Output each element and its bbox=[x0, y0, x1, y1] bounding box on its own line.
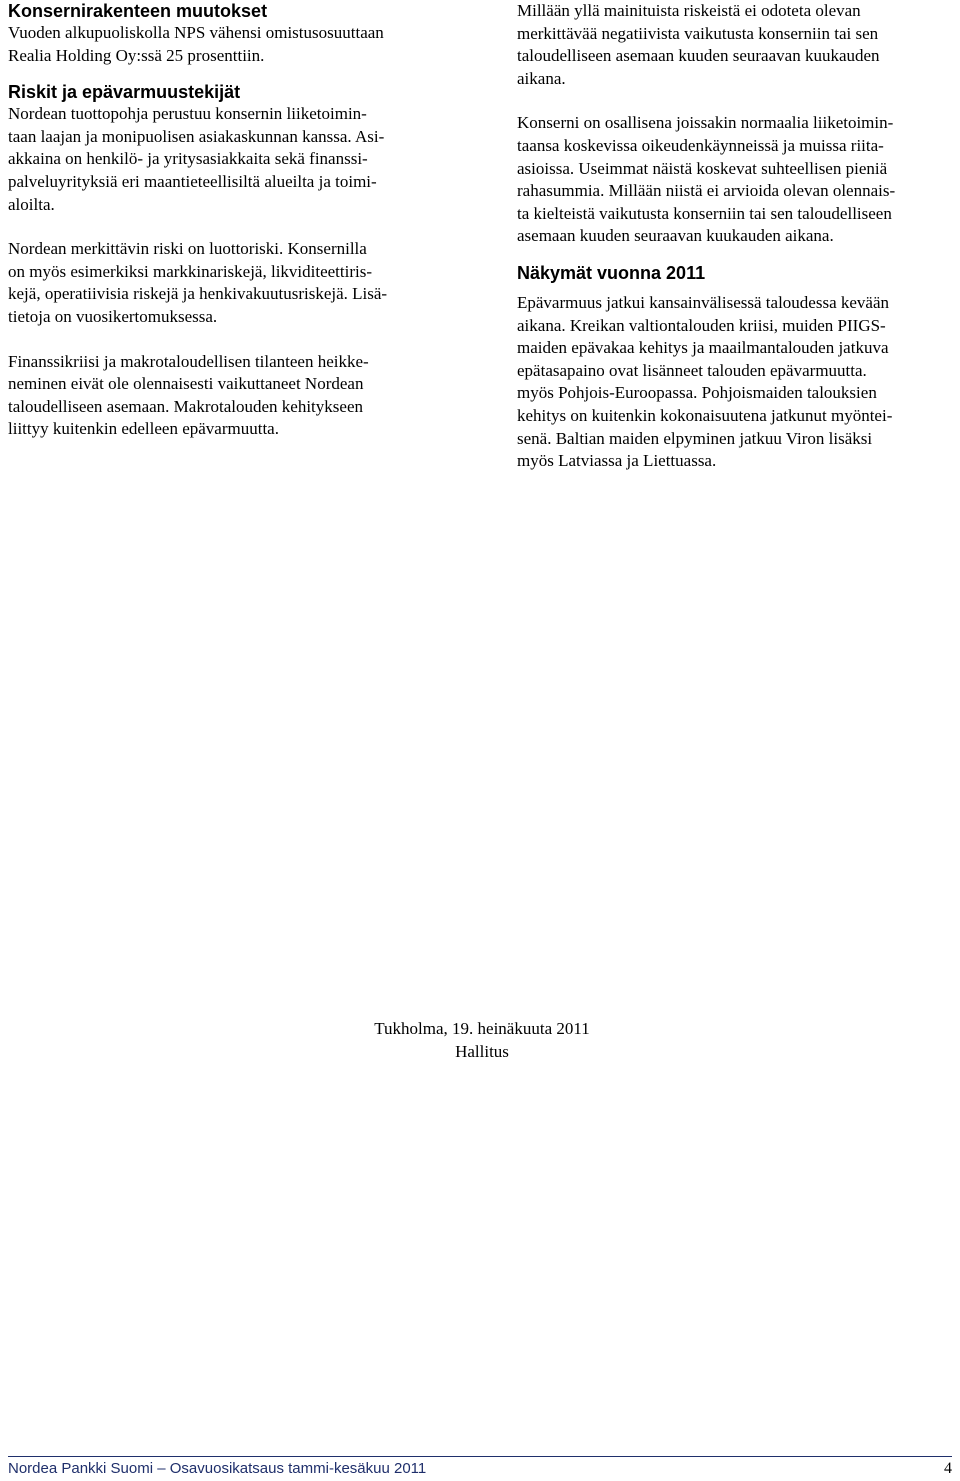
text-line: epätasapaino ovat lisänneet talouden epävarmuutta. bbox=[517, 360, 867, 380]
heading-group-structure: Konsernirakenteen muutokset bbox=[8, 1, 268, 21]
text-line: Realia Holding Oy:ssä 25 prosenttiin. bbox=[8, 45, 265, 65]
paragraph-credit-risk bbox=[8, 238, 448, 328]
text-line: myös Pohjois-Euroopassa. Pohjoismaiden talouksien bbox=[517, 383, 877, 403]
text-line: ta kielteistä vaikutusta konserniin tai sen taloudelliseen bbox=[517, 203, 892, 223]
footer-title: Nordea Pankki Suomi – Osavuosikatsaus tammi-kesäkuu 2011 bbox=[8, 1460, 427, 1477]
text-line: taan laajan ja monipuolisen asiakaskunnan kanssa. Asi- bbox=[8, 126, 385, 146]
paragraph-income-base bbox=[8, 103, 448, 216]
text-line: akkaina on henkilö- ja yritysasiakkaita sekä finanssi- bbox=[8, 149, 368, 169]
text-line: kejä, operatiivisia riskejä ja henkivakuutusriskejä. Lisä- bbox=[8, 284, 388, 304]
text-line: Nordean tuottopohja perustuu konsernin liiketoimin- bbox=[8, 104, 367, 124]
right-column bbox=[517, 0, 957, 473]
text-line: aikana. bbox=[517, 68, 566, 88]
text-line: aloilta. bbox=[8, 194, 55, 214]
text-line: tietoja on vuosikertomuksessa. bbox=[8, 306, 218, 326]
paragraph-legal-proceedings bbox=[517, 112, 957, 248]
page-footer bbox=[8, 1459, 952, 1481]
text-line: on myös esimerkiksi markkinariskejä, likviditeettiris- bbox=[8, 261, 373, 281]
paragraph-no-material-risk bbox=[517, 0, 957, 90]
signature-place-date: Tukholma, 19. heinäkuuta 2011 bbox=[374, 1019, 590, 1038]
text-line: asemaan kuuden seuraavan kuukauden aikana. bbox=[517, 226, 834, 246]
text-line: taloudelliseen asemaan. Makrotalouden kehitykseen bbox=[8, 396, 363, 416]
text-line: rahasummia. Millään niistä ei arvioida olevan olennais- bbox=[517, 181, 896, 201]
text-line: maiden epävakaa kehitys ja maailmantalouden jatkuva bbox=[517, 338, 889, 358]
paragraph-outlook bbox=[517, 292, 957, 473]
text-line: neminen eivät ole olennaisesti vaikuttaneet Nordean bbox=[8, 374, 364, 394]
heading-outlook: Näkymät vuonna 2011 bbox=[517, 262, 706, 283]
text-line: asioissa. Useimmat näistä koskevat suhteellisen pieniä bbox=[517, 158, 888, 178]
text-line: kehitys on kuitenkin kokonaisuutena jatkunut myöntei- bbox=[517, 405, 893, 425]
text-line: Nordean merkittävin riski on luottoriski. Konsernilla bbox=[8, 239, 367, 259]
paragraph-group-structure bbox=[8, 22, 448, 67]
paragraph-financial-crisis bbox=[8, 351, 448, 441]
text-line: liittyy kuitenkin edelleen epävarmuutta. bbox=[8, 419, 279, 439]
signature-signer: Hallitus bbox=[455, 1042, 509, 1061]
text-line: taloudelliseen asemaan kuuden seuraavan kuukauden bbox=[517, 46, 880, 66]
signature-block bbox=[0, 1017, 960, 1063]
footer-divider bbox=[8, 1456, 952, 1457]
text-line: Finanssikriisi ja makrotaloudellisen tilanteen heikke- bbox=[8, 351, 369, 371]
text-line: senä. Baltian maiden elpyminen jatkuu Viron lisäksi bbox=[517, 428, 873, 448]
text-line: merkittävää negatiivista vaikutusta konserniin tai sen bbox=[517, 23, 879, 43]
page-number: 4 bbox=[944, 1460, 952, 1477]
heading-risks: Riskit ja epävarmuustekijät bbox=[8, 82, 241, 103]
text-line: palveluyrityksiä eri maantieteellisiltä alueilta ja toimi- bbox=[8, 171, 377, 191]
text-line: taansa koskevissa oikeudenkäynneissä ja muissa riita- bbox=[517, 135, 884, 155]
text-line: Epävarmuus jatkui kansainvälisessä taloudessa kevään bbox=[517, 292, 889, 312]
text-line: Konserni on osallisena joissakin normaalia liiketoimin- bbox=[517, 113, 894, 133]
text-line: Millään yllä mainituista riskeistä ei odoteta olevan bbox=[517, 1, 861, 20]
text-line: Vuoden alkupuoliskolla NPS vähensi omistusosuuttaan bbox=[8, 23, 384, 42]
left-column bbox=[8, 0, 448, 441]
text-line: aikana. Kreikan valtiontalouden kriisi, muiden PIIGS- bbox=[517, 315, 886, 335]
text-line: myös Latviassa ja Liettuassa. bbox=[517, 451, 717, 471]
